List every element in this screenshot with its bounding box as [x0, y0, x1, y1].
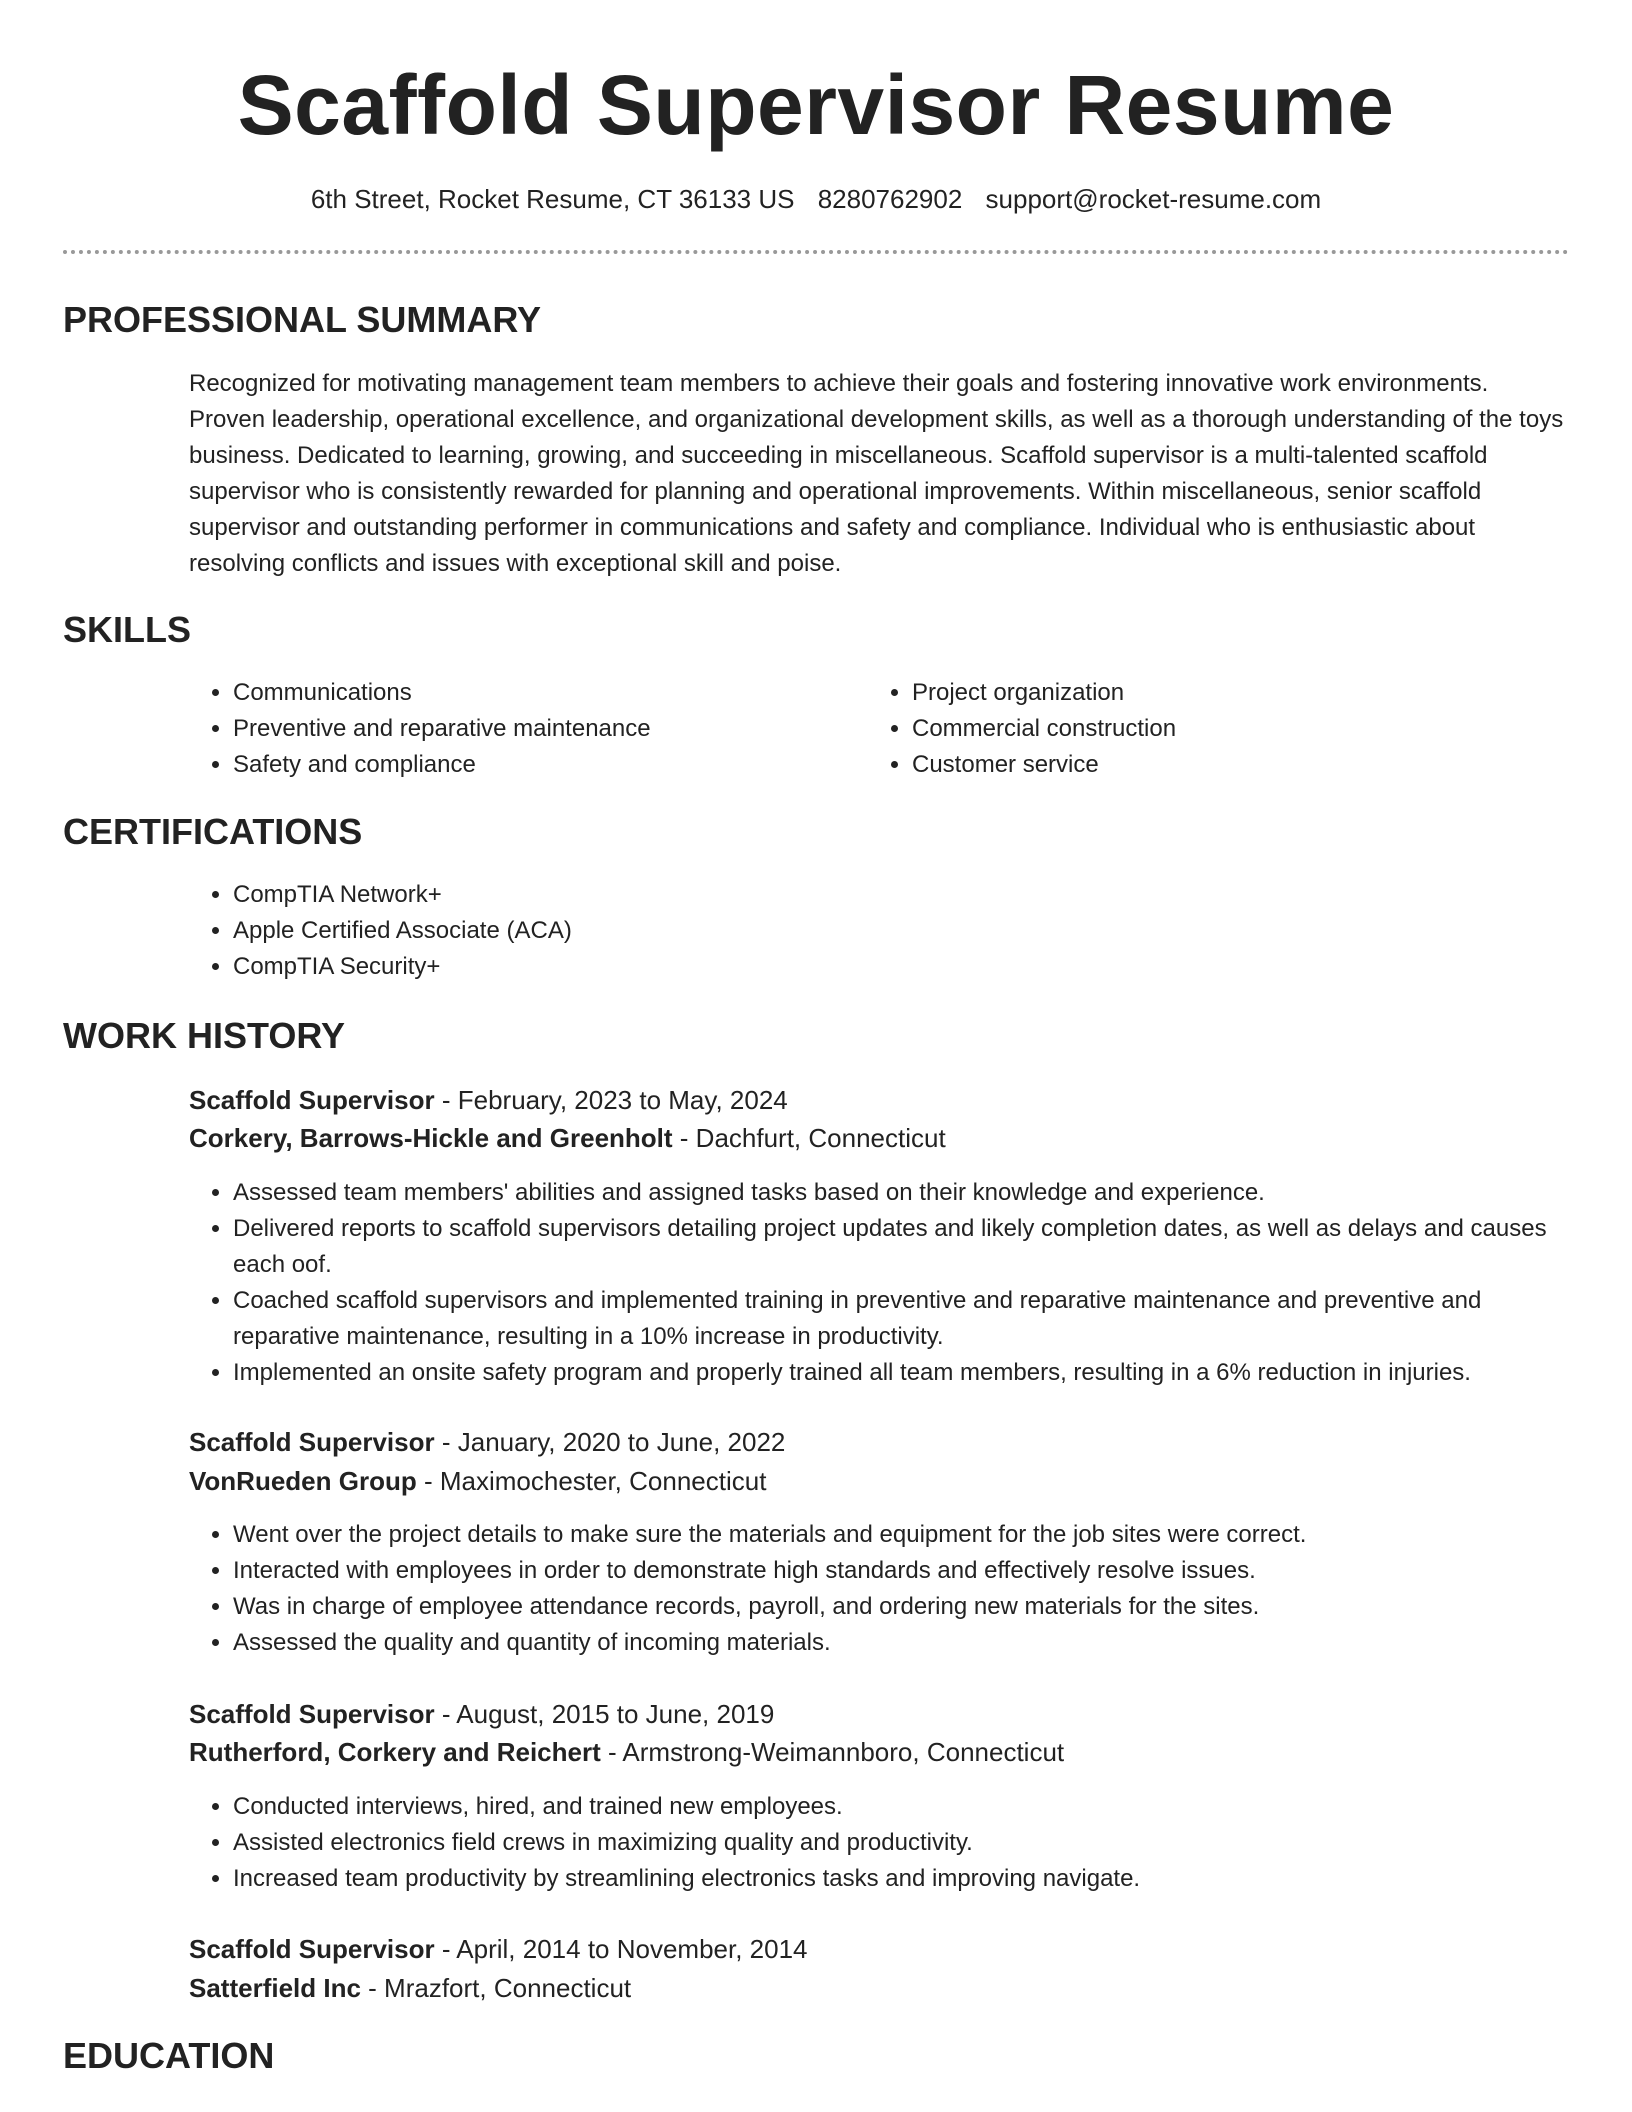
certification-item: • CompTIA Security+	[233, 949, 1533, 985]
job-bullet: • Coached scaffold supervisors and implemented training in preventive and reparative maintenance and preventive and reparative maintenance, resulting in a 10% increase in productivity.	[233, 1283, 1569, 1355]
resume-title: Scaffold Supervisor Resume	[237, 58, 1395, 152]
skill-item: • Project organization	[912, 675, 1512, 711]
certification-item: • Apple Certified Associate (ACA)	[233, 913, 1533, 949]
job-title-line	[189, 1082, 788, 1118]
contact-line	[0, 181, 1632, 217]
job-title-line	[189, 1696, 774, 1732]
job-dates: - February, 2023 to May, 2024	[434, 1085, 788, 1115]
job-company-line	[189, 1120, 946, 1156]
job-bullet: • Assessed the quality and quantity of incoming materials.	[233, 1625, 1569, 1661]
summary-text: Recognized for motivating management team members to achieve their goals and fostering innovative work environments. Proven leadership, operational excellence, and organizational development skills, as well as a thorough understanding of the toys business. Dedicated to learning, growing, and succeeding in miscellaneous. Scaffold supervisor is a multi-talented scaffold supervisor who is consistently rewarded for planning and operational improvements. Within miscellaneous, senior scaffold supervisor and outstanding performer in communications and safety and compliance. Individual who is enthusiastic about resolving conflicts and issues with exceptional skill and poise.	[189, 370, 1564, 577]
job-bullet: • Conducted interviews, hired, and trained new employees.	[233, 1789, 1569, 1825]
summary-heading: PROFESSIONAL SUMMARY	[63, 299, 542, 340]
contact-address: 6th Street, Rocket Resume, CT 36133 US	[310, 184, 795, 214]
skill-item: • Communications	[233, 675, 833, 711]
job-company: Satterfield Inc	[189, 1973, 361, 2003]
job-title-line	[189, 1931, 808, 1967]
job-bullet: • Interacted with employees in order to demonstrate high standards and effectively resolve issues.	[233, 1553, 1569, 1589]
job-bullet: • Went over the project details to make sure the materials and equipment for the job sites were correct.	[233, 1517, 1569, 1553]
job-bullet: • Delivered reports to scaffold supervisors detailing project updates and likely completion dates, as well as delays and causes each oof.	[233, 1211, 1569, 1283]
certifications-list	[189, 877, 1533, 985]
job-location: - Armstrong-Weimannboro, Connecticut	[600, 1737, 1065, 1767]
job-dates: - April, 2014 to November, 2014	[434, 1934, 808, 1964]
job-company: VonRueden Group	[189, 1466, 417, 1496]
job-company: Corkery, Barrows-Hickle and Greenholt	[189, 1123, 673, 1153]
header-divider	[63, 250, 1569, 254]
job-dates: - January, 2020 to June, 2022	[434, 1427, 786, 1457]
job-bullet: • Was in charge of employee attendance records, payroll, and ordering new materials for the sites.	[233, 1589, 1569, 1625]
certifications-heading: CERTIFICATIONS	[63, 811, 363, 852]
job-title: Scaffold Supervisor	[189, 1699, 435, 1729]
job-bullet: • Assisted electronics field crews in maximizing quality and productivity.	[233, 1825, 1569, 1861]
job-title: Scaffold Supervisor	[189, 1427, 435, 1457]
job-bullet: • Assessed team members' abilities and assigned tasks based on their knowledge and experience.	[233, 1175, 1569, 1211]
skills-heading: SKILLS	[63, 609, 192, 650]
job-company-line	[189, 1734, 1064, 1770]
skill-item: • Safety and compliance	[233, 747, 833, 783]
job-bullet: • Increased team productivity by streamlining electronics tasks and improving navigate.	[233, 1861, 1569, 1897]
job-title: Scaffold Supervisor	[189, 1085, 435, 1115]
work-history-heading: WORK HISTORY	[63, 1015, 346, 1056]
job-company-line	[189, 1970, 631, 2006]
certification-item: • CompTIA Network+	[233, 877, 1533, 913]
skill-item: • Preventive and reparative maintenance	[233, 711, 833, 747]
education-heading: EDUCATION	[63, 2035, 275, 2076]
job-location: - Dachfurt, Connecticut	[672, 1123, 946, 1153]
job-dates: - August, 2015 to June, 2019	[434, 1699, 775, 1729]
job-company-line	[189, 1463, 766, 1499]
skills-list-right	[868, 675, 1512, 783]
job-location: - Mrazfort, Connecticut	[360, 1973, 632, 2003]
contact-phone: 8280762902	[817, 184, 963, 214]
job-bullets	[189, 1789, 1569, 1897]
skills-list-left	[189, 675, 833, 783]
skill-item: • Customer service	[912, 747, 1512, 783]
skill-item: • Commercial construction	[912, 711, 1512, 747]
job-title: Scaffold Supervisor	[189, 1934, 435, 1964]
job-bullets	[189, 1517, 1569, 1661]
job-company: Rutherford, Corkery and Reichert	[189, 1737, 601, 1767]
job-title-line	[189, 1424, 785, 1460]
job-bullets	[189, 1175, 1569, 1391]
job-bullet: • Implemented an onsite safety program and properly trained all team members, resulting in a 6% reduction in injuries.	[233, 1355, 1569, 1391]
contact-email: support@rocket-resume.com	[985, 184, 1322, 214]
job-location: - Maximochester, Connecticut	[416, 1466, 767, 1496]
